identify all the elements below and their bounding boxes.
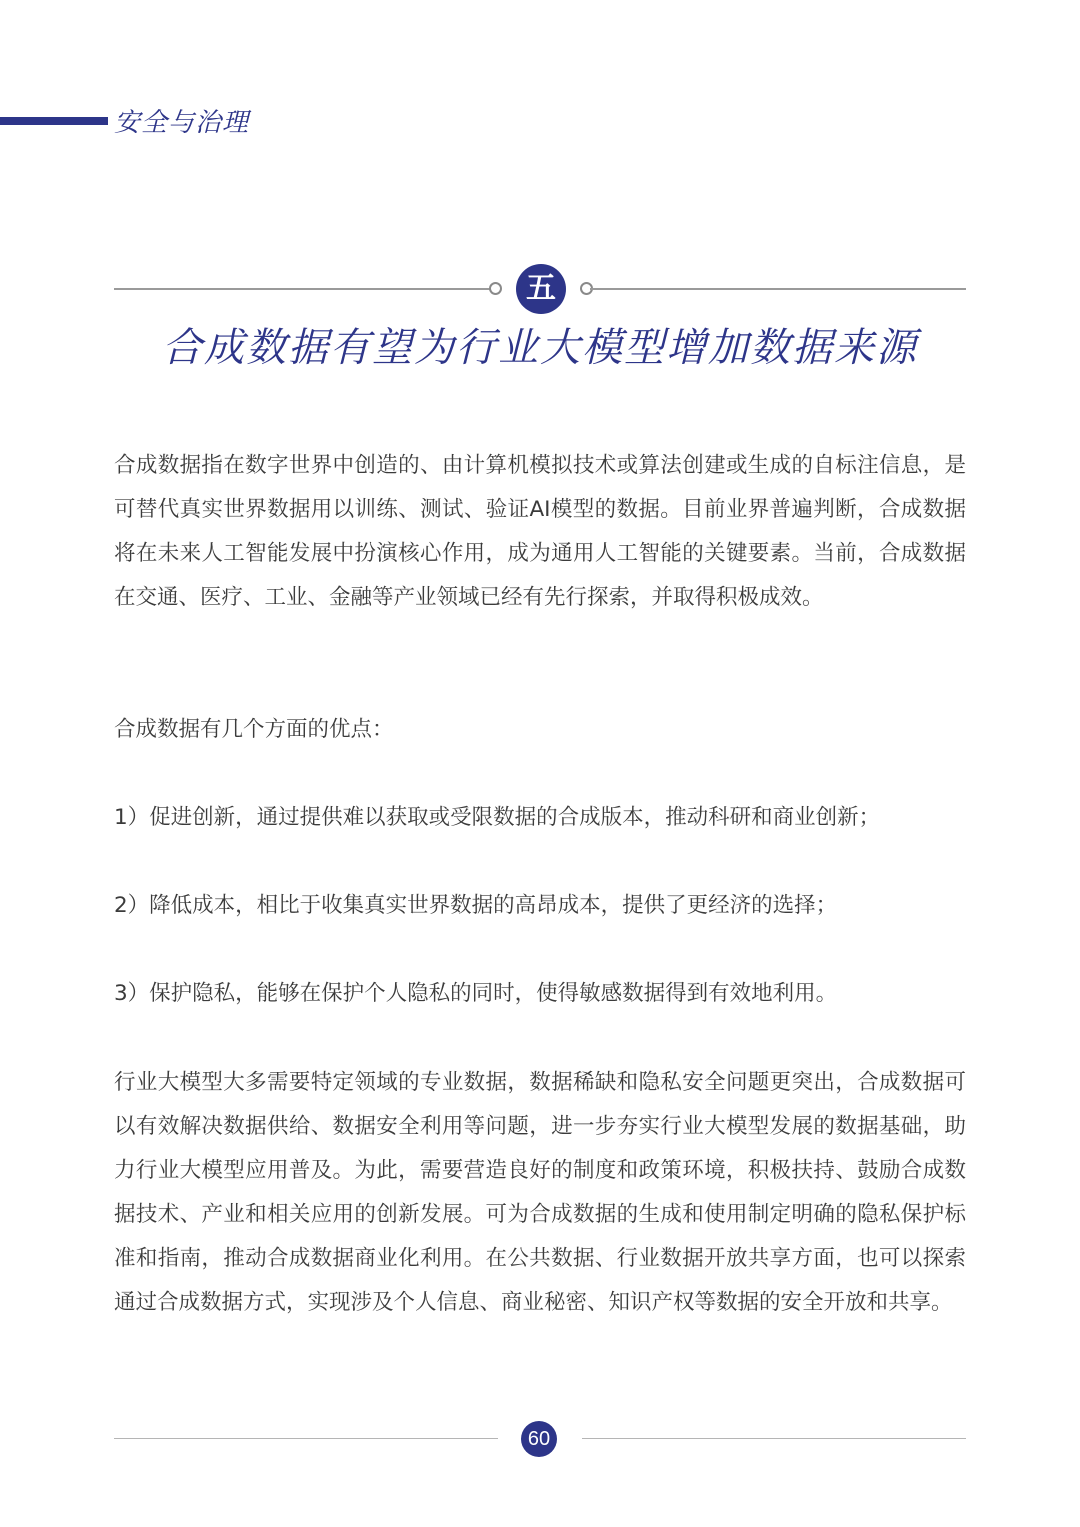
page-number: 60 xyxy=(521,1421,557,1457)
header-section-label: 安全与治理 xyxy=(114,108,250,138)
section-rule-right xyxy=(590,288,966,290)
header-accent-bar xyxy=(0,117,108,125)
advantages-lead: 合成数据有几个方面的优点： xyxy=(114,717,394,742)
advantage-item: 3）保护隐私，能够在保护个人隐私的同时，使得敏感数据得到有效地利用。 xyxy=(114,981,838,1006)
footer-rule-left xyxy=(114,1438,498,1439)
intro-paragraph: 合成数据指在数字世界中创造的、由计算机模拟技术或算法创建或生成的自标注信息，是可替代真实世界数据用以训练、测试、验证AI模型的数据。目前业界普遍判断，合成数据将在未来人工智能发展中扮演核心作用，成为通用人工智能的关键要素。当前，合成数据在交通、医疗、工业、金融等产业领域已经有先行探索，并取得积极成效。 xyxy=(114,453,966,610)
conclusion-paragraph: 行业大模型大多需要特定领域的专业数据，数据稀缺和隐私安全问题更突出，合成数据可以有效解决数据供给、数据安全利用等问题，进一步夯实行业大模型发展的数据基础，助力行业大模型应用普及。为此，需要营造良好的制度和政策环境，积极扶持、鼓励合成数据技术、产业和相关应用的创新发展。可为合成数据的生成和使用制定明确的隐私保护标准和指南，推动合成数据商业化利用。在公共数据、行业数据开放共享方面，也可以探索通过合成数据方式，实现涉及个人信息、商业秘密、知识产权等数据的安全开放和共享。 xyxy=(114,1070,966,1315)
advantage-item: 1）促进创新，通过提供难以获取或受限数据的合成版本，推动科研和商业创新； xyxy=(114,805,881,830)
section-rule-left xyxy=(114,288,490,290)
footer-rule-right xyxy=(582,1438,966,1439)
advantage-item: 2）降低成本，相比于收集真实世界数据的高昂成本，提供了更经济的选择； xyxy=(114,893,838,918)
section-rule-dot-left xyxy=(489,282,502,295)
section-number-badge: 五 xyxy=(516,264,566,314)
section-title: 合成数据有望为行业大模型增加数据来源 xyxy=(162,325,918,371)
